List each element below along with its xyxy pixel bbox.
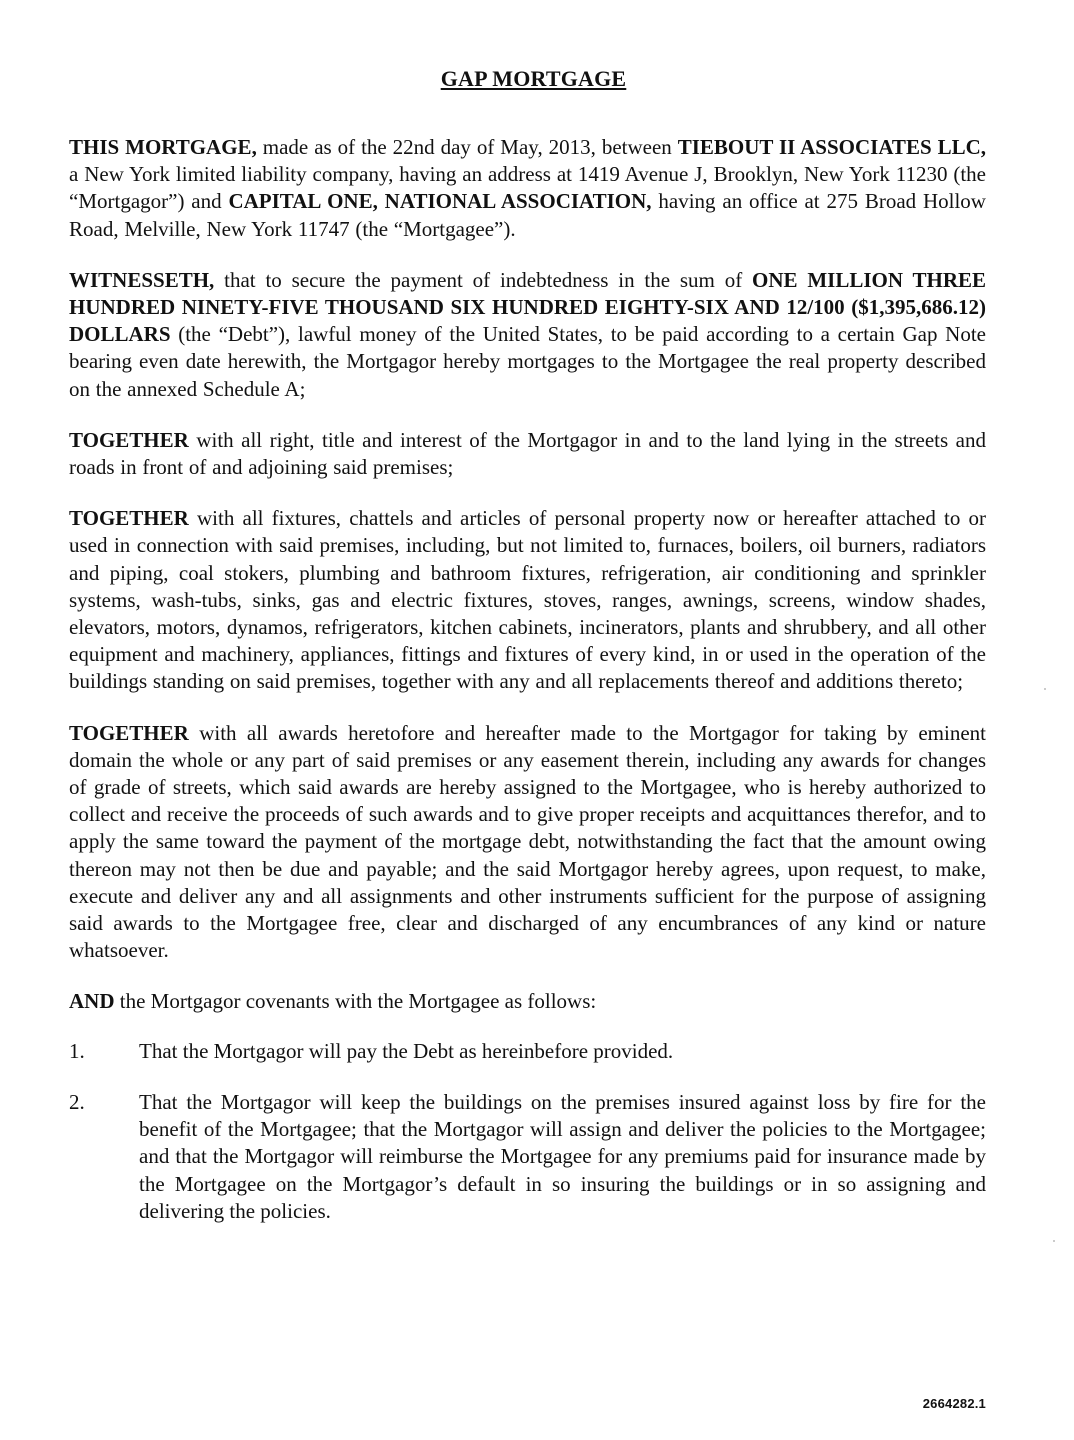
text-made-as-of: made as of the 22nd day of May, 2013, between xyxy=(256,135,678,159)
party-mortgagee: CAPITAL ONE, NATIONAL ASSOCIATION, xyxy=(228,189,652,214)
text-mortgagee-address: having an office at 275 Broad Hollow Road, Melville, New York 11747 (the “Mortgagee”). xyxy=(69,189,986,241)
document-id: 2664282.1 xyxy=(922,1396,986,1411)
covenant-item xyxy=(69,1089,986,1225)
paragraph-together-fixtures xyxy=(69,505,986,695)
paragraph-together-awards xyxy=(69,720,986,965)
lead-witnesseth: WITNESSETH, xyxy=(69,267,215,292)
text-mortgagor-address: a New York limited liability company, having an address at 1419 Avenue J, Brooklyn, New York 11230 (the “Mortgagor”) and xyxy=(69,162,986,214)
document-title: GAP MORTGAGE xyxy=(440,66,627,91)
paragraph-covenants-intro xyxy=(69,988,986,1015)
lead-and: AND xyxy=(69,989,115,1014)
scan-speck xyxy=(1044,688,1046,690)
text-secure-payment: that to secure the payment of indebtedness in the sum of xyxy=(214,267,753,292)
text-together-land: with all right, title and interest of the Mortgagor in and to the land lying in the streets and roads in front of and adjoining said premises; xyxy=(69,427,986,480)
covenant-number: 1. xyxy=(69,1038,85,1063)
text-together-fixtures: with all fixtures, chattels and articles of personal property now or hereafter attached to or used in connection with said premises, including, but not limited to, furnaces, boilers, oil burners, radiators and piping, coal stokers, plumbing and bathroom fixtures, refrigeration, air conditioning and sprinkler systems, wash-tubs, sinks, gas and electric fixtures, stoves, ranges, awnings, screens, window shades, elevators, motors, dynamos, refrigerators, kitchen cabinets, incinerators, plants and shrubbery, and all other equipment and machinery, appliances, fittings and fixtures of every kind, in or used in the operation of the buildings standing on said premises, together with any and all replacements thereof and additions thereto; xyxy=(69,506,986,694)
covenant-text: That the Mortgagor will keep the buildings on the premises insured against loss by fire for the benefit of the Mortgagee; that the Mortgagor will assign and deliver the policies to the Mortgagee; and that the Mortgagor will reimburse the Mortgagee for any premiums paid for insurance made by the Mortgagee on the Mortgagor’s default in so insuring the buildings or in so assigning and delivering the policies. xyxy=(139,1089,986,1223)
party-mortgagor: TIEBOUT II ASSOCIATES LLC, xyxy=(677,135,986,159)
text-debt-terms: (the “Debt”), lawful money of the United States, to be paid according to a certain Gap Note bearing even date herewith, the Mortgagor hereby mortgages to the Mortgagee the real property described on the annexed Schedule A; xyxy=(69,322,986,401)
covenant-text: That the Mortgagor will pay the Debt as hereinbefore provided. xyxy=(139,1038,674,1063)
lead-together: TOGETHER xyxy=(69,506,189,531)
scan-speck xyxy=(1053,1240,1055,1242)
covenant-item xyxy=(69,1038,986,1065)
lead-together: TOGETHER xyxy=(69,720,189,745)
paragraph-witnesseth xyxy=(69,267,986,403)
debt-amount: ONE MILLION THREE HUNDRED NINETY-FIVE THOUSAND SIX HUNDRED EIGHTY-SIX AND 12/100 ($1,395,686.12) DOLLARS xyxy=(69,267,986,347)
text-covenants-intro: the Mortgagor covenants with the Mortgagee as follows: xyxy=(114,989,597,1014)
lead-together: TOGETHER xyxy=(69,427,189,452)
lead-this-mortgage: THIS MORTGAGE, xyxy=(69,135,257,159)
paragraph-parties xyxy=(69,134,986,243)
covenant-number: 2. xyxy=(69,1089,85,1114)
paragraph-together-land xyxy=(69,427,986,481)
text-together-awards: with all awards heretofore and hereafter made to the Mortgagor for taking by eminent domain the whole or any part of said premises or any easement therein, including any awards for changes of grade of streets, which said awards are hereby assigned to the Mortgagee, who is hereby authorized to collect and receive the proceeds of such awards and to give proper receipts and acquittances therefor, and to apply the same toward the payment of the mortgage debt, notwithstanding the fact that the amount owing thereon may not then be due and payable; and the said Mortgagor hereby agrees, upon request, to make, execute and deliver any and all assignments and other instruments sufficient for the purpose of assigning said awards to the Mortgagee free, clear and discharged of any encumbrances of any kind or nature whatsoever. xyxy=(69,720,986,963)
